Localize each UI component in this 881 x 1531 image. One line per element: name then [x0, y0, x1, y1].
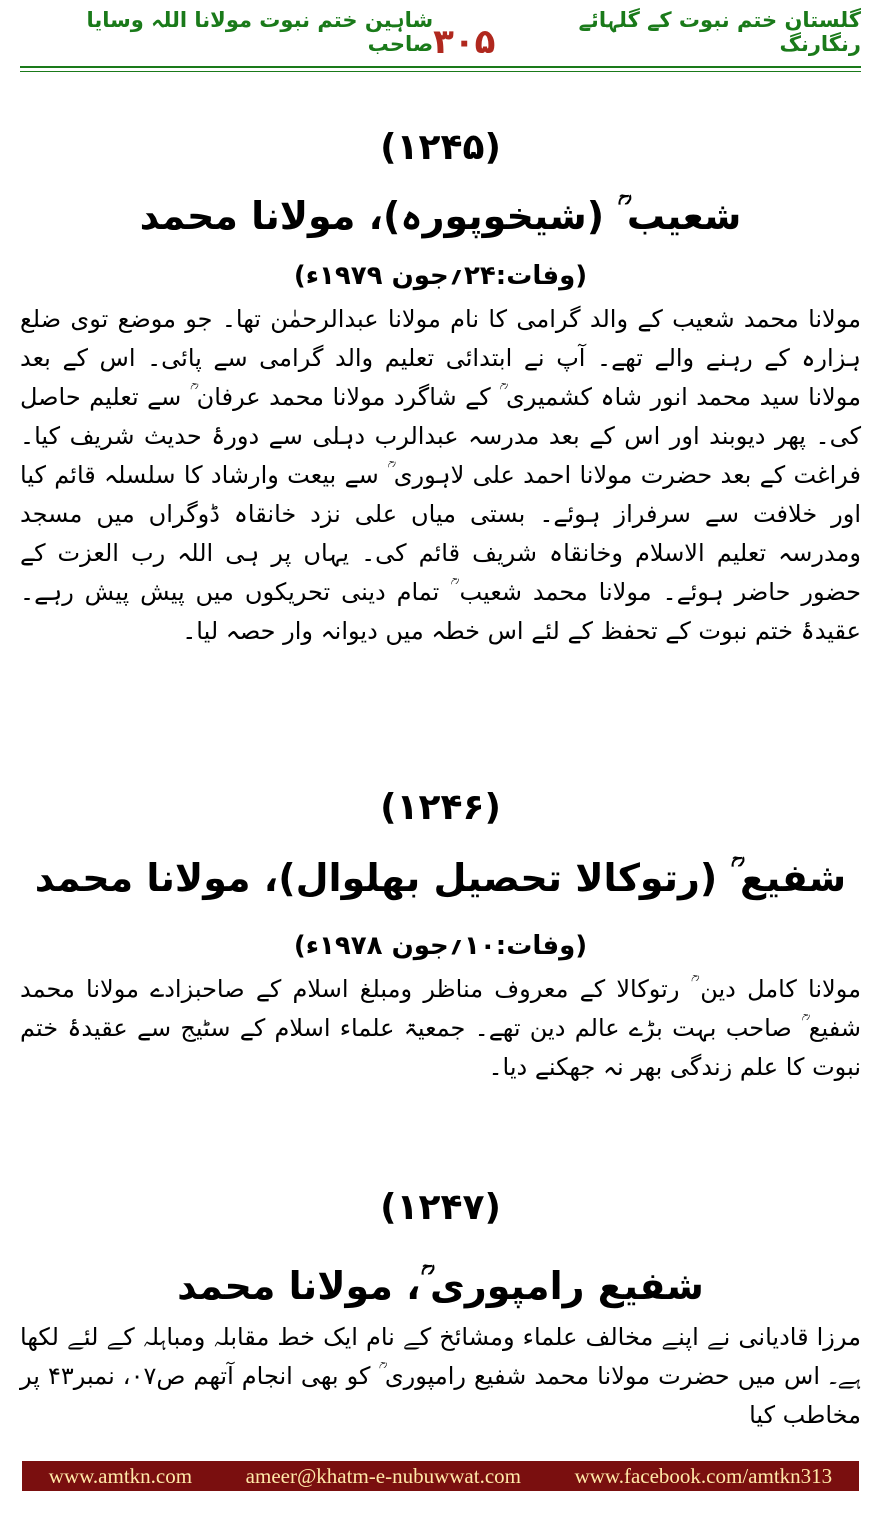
entry-text: مولانا محمد شعیب کے والد گرامی کا نام مولانا عبدالرحمٰن تھا۔ جو موضع توی ضلع ہزارہ کے رہنے والے تھے۔ آپ نے ابتدائی تعلیم والد گرامی سے پائی۔ اس کے بعد مولانا سید محمد انور شاہ کشمیری ؒ کے شاگرد مولانا محمد عرفان ؒ سے تعلیم حاصل کی۔ پھر دیوبند اور اس کے بعد مدرسہ عبدالرب دہلی سے دورۂ حدیث شریف کیا۔ فراغت کے بعد حضرت مولانا احمد علی لاہوری ؒ سے بیعت وارشاد کا سلسلہ قائم کیا اور خلافت سے سرفراز ہوئے۔ بستی میاں علی نزد خانقاہ ڈوگراں میں مسجد ومدرسہ تعلیم الاسلام وخانقاہ شریف قائم کی۔ یہاں پر ہی اللہ رب العزت کے حضور حاضر ہوئے۔ مولانا محمد شعیب ؒ تمام دینی تحریکوں میں پیش پیش رہے۔ عقیدۂ ختم نبوت کے تحفظ کے لئے اس خطہ میں دیوانہ وار حصہ لیا۔: [20, 305, 861, 645]
entry-date: (وفات:۱۰؍جون ۱۹۷۸ء): [293, 931, 588, 961]
entry-1246: [20, 780, 861, 1087]
page-header: [20, 8, 861, 66]
entry-title: شفیع رامپوری ؒ، مولانا محمد: [177, 1264, 704, 1308]
entry-number: (۱۲۴۷): [380, 1187, 501, 1228]
entry-date: (وفات:۲۴؍جون ۱۹۷۹ء): [293, 261, 588, 291]
entry-text: مولانا کامل دین ؒ رتوکالا کے معروف مناظر ومبلغ اسلام کے صاحبزادے مولانا محمد شفیع ؒ صاحب بہت بڑے عالم دین تھے۔ جمعیۃ علماء اسلام کے سٹیج سے عقیدۂ ختم نبوت کا علم زندگی بھر نہ جھکنے دیا۔: [20, 975, 861, 1081]
entry-title: شعیب ؒ (شیخوپورہ)، مولانا محمد: [139, 194, 742, 238]
entry-text: مرزا قادیانی نے اپنے مخالف علماء ومشائخ کے نام ایک خط مقابلہ ومباہلہ کے لئے لکھا ہے۔ اس میں حضرت مولانا محمد شفیع رامپوری ؒ کو بھی انجام آتھم ص۰۷، نمبر۴۳ پر مخاطب کیا: [20, 1323, 861, 1429]
entry-1247: [20, 1180, 861, 1435]
entry-number: (۱۲۴۶): [380, 787, 501, 828]
facebook-link[interactable]: www.facebook.com/amtkn313: [574, 1463, 833, 1488]
footer-bar: [22, 1461, 859, 1491]
entry-1245: [20, 120, 861, 651]
entry-title: شفیع ؒ (رتوکالا تحصیل بھلوال)، مولانا محمد: [34, 856, 847, 900]
header-divider: [20, 66, 861, 72]
author-name: شاہین ختم نبوت مولانا اللہ وسایا صاحب: [86, 8, 434, 56]
page-number: ۳۰۵: [433, 22, 496, 62]
entry-number: (۱۲۴۵): [380, 127, 501, 168]
website-link[interactable]: www.amtkn.com: [48, 1463, 193, 1488]
book-title: گلستان ختم نبوت کے گلہائے رنگارنگ: [578, 8, 861, 56]
email-link[interactable]: ameer@khatm-e-nubuwwat.com: [245, 1463, 521, 1488]
